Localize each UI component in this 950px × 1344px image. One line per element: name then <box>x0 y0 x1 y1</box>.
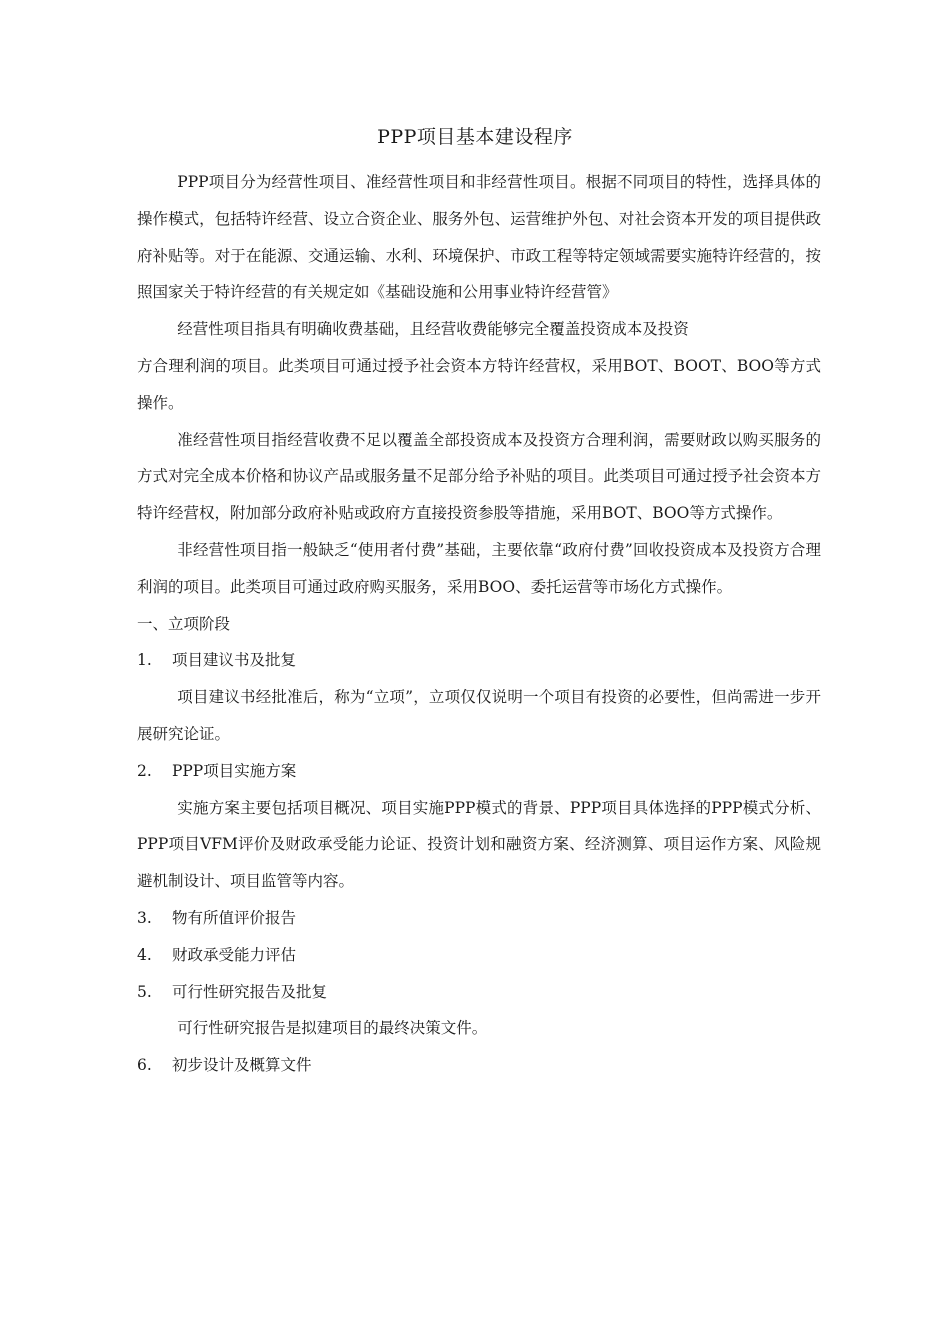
list-item-number: 3. <box>137 908 152 927</box>
list-item-2 <box>137 753 821 790</box>
paragraph-operating-line2: 方合理利润的项目。此类项目可通过授予社会资本方特许经营权，采用BOT、BOOT、BOO等方式操作。 <box>137 356 821 412</box>
paragraph-operating-line1: 经营性项目指具有明确收费基础，且经营收费能够完全覆盖投资成本及投资 <box>177 320 689 339</box>
list-item-1-body: 项目建议书经批准后，称为“立项”，立项仅仅说明一个项目有投资的必要性，但尚需进一步开展研究论证。 <box>137 688 821 743</box>
list-item-label: 财政承受能力评估 <box>171 945 296 964</box>
section-heading: 一、立项阶段 <box>137 614 231 633</box>
list-item-label: 可行性研究报告及批复 <box>171 982 327 1001</box>
list-item-number: 4. <box>137 945 152 964</box>
list-item-label: PPP项目实施方案 <box>171 761 297 780</box>
paragraph-quasi-operating: 准经营性项目指经营收费不足以覆盖全部投资成本及投资方合理利润，需要财政以购买服务的方式对完全成本价格和协议产品或服务量不足部分给予补贴的项目。此类项目可通过授予社会资本方特许经营权，附加部分政府补贴或政府方直接投资参股等措施，采用BOT、BOO等方式操作。 <box>137 430 821 523</box>
list-item-4 <box>137 937 821 974</box>
paragraph-non-operating: 非经营性项目指一般缺乏“使用者付费”基础，主要依靠“政府付费”回收投资成本及投资方合理利润的项目。此类项目可通过政府购买服务，采用BOO、委托运营等市场化方式操作。 <box>137 540 821 596</box>
list-item-number: 1. <box>137 651 152 670</box>
list-item-5 <box>137 974 821 1011</box>
list-item-label: 初步设计及概算文件 <box>171 1056 312 1075</box>
paragraph-intro: PPP项目分为经营性项目、准经营性项目和非经营性项目。根据不同项目的特性，选择具体的操作模式，包括特许经营、设立合资企业、服务外包、运营维护外包、对社会资本开发的项目提供政府补贴等。对于在能源、交通运输、水利、环境保护、市政工程等特定领域需要实施特许经营的，按照国家关于特许经营的有关规定如《基础设施和公用事业特许经营管》 <box>137 173 821 302</box>
list-item-number: 5. <box>137 982 152 1001</box>
list-item-1 <box>137 642 821 679</box>
list-item-number: 6. <box>137 1056 152 1075</box>
list-item-number: 2. <box>137 761 152 780</box>
document-title: PPP项目基本建设程序 <box>377 126 573 148</box>
list-item-2-body: 实施方案主要包括项目概况、项目实施PPP模式的背景、PPP项目具体选择的PPP模式分析、PPP项目VFM评价及财政承受能力论证、投资计划和融资方案、经济测算、项目运作方案、风险规避机制设计、项目监管等内容。 <box>137 798 821 891</box>
list-item-label: 物有所值评价报告 <box>171 908 296 927</box>
list-item-6 <box>137 1047 821 1084</box>
list-item-label: 项目建议书及批复 <box>171 651 296 670</box>
list-item-3 <box>137 900 821 937</box>
document-body <box>137 164 821 1084</box>
list-item-5-body: 可行性研究报告是拟建项目的最终决策文件。 <box>177 1019 488 1038</box>
